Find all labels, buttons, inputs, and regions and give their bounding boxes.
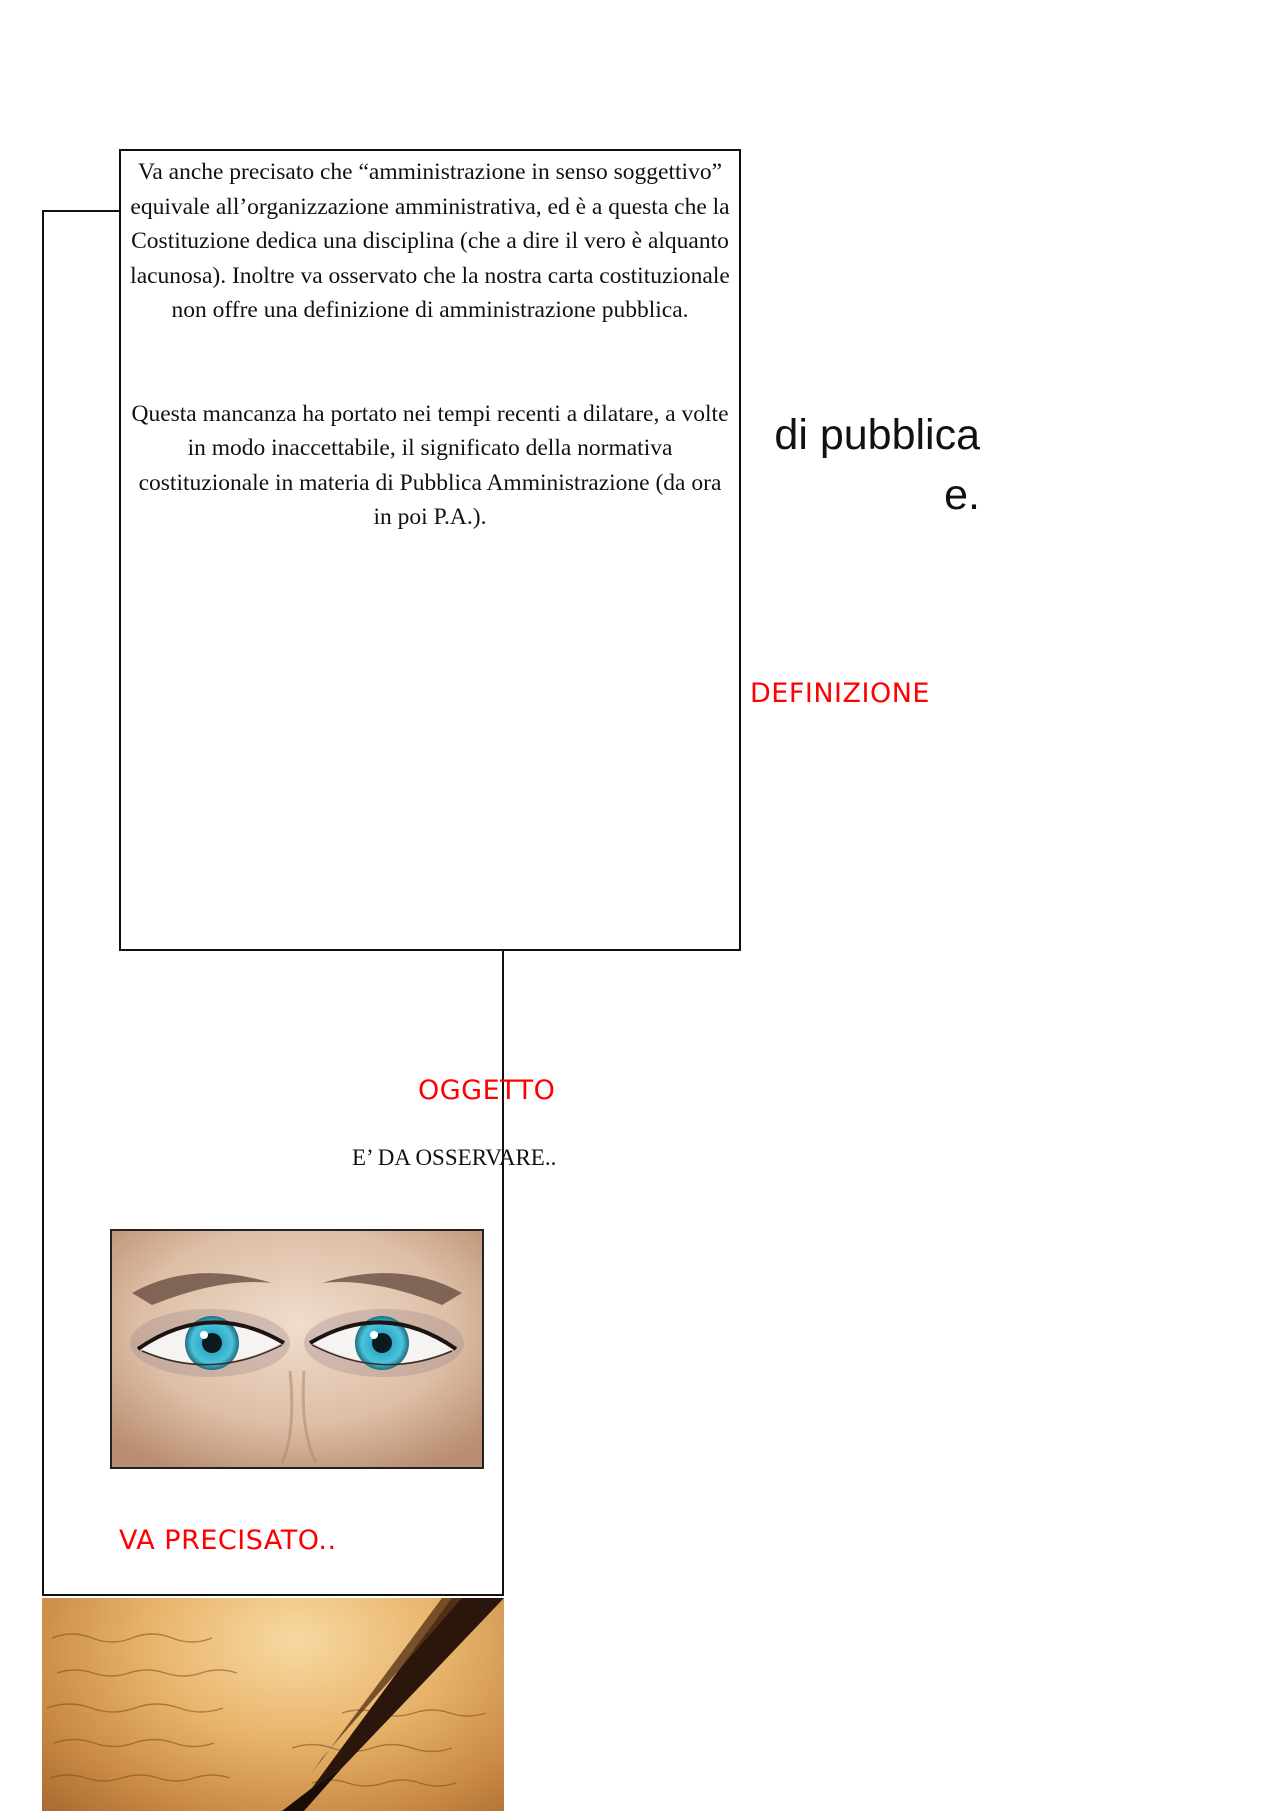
text-paragraph-2: Questa mancanza ha portato nei tempi recenti a dilatare, a volte in modo inaccettabile, il significato della normativa costituzionale in materia di Pubblica Amministrazione (da ora in poi P.A.). — [131, 400, 729, 530]
eyes-photo — [110, 1229, 484, 1469]
text-box — [119, 149, 741, 951]
quill-pen-photo — [42, 1598, 504, 1811]
quill-pen-illustration — [42, 1598, 504, 1811]
label-precisato: VA PRECISATO.. — [119, 1525, 337, 1556]
label-definizione: DEFINIZIONE — [750, 678, 930, 709]
heading-line-1: di pubblica — [774, 411, 980, 459]
note-observe: E’ DA OSSERVARE.. — [352, 1145, 557, 1170]
eyes-illustration — [112, 1231, 482, 1467]
label-oggetto: OGGETTO — [418, 1075, 556, 1106]
text-paragraph-1: Va anche precisato che “amministrazione in senso soggettivo” equivale all’organizzazione amministrativa, ed è a questa che la Costituzione dedica una disciplina (che a dire il vero è alquanto lacunosa). Inoltre va osservato che la nostra carta costituzionale non offre una definizione di amministrazione pubblica. — [130, 159, 730, 323]
heading-line-2: e. — [944, 471, 980, 519]
